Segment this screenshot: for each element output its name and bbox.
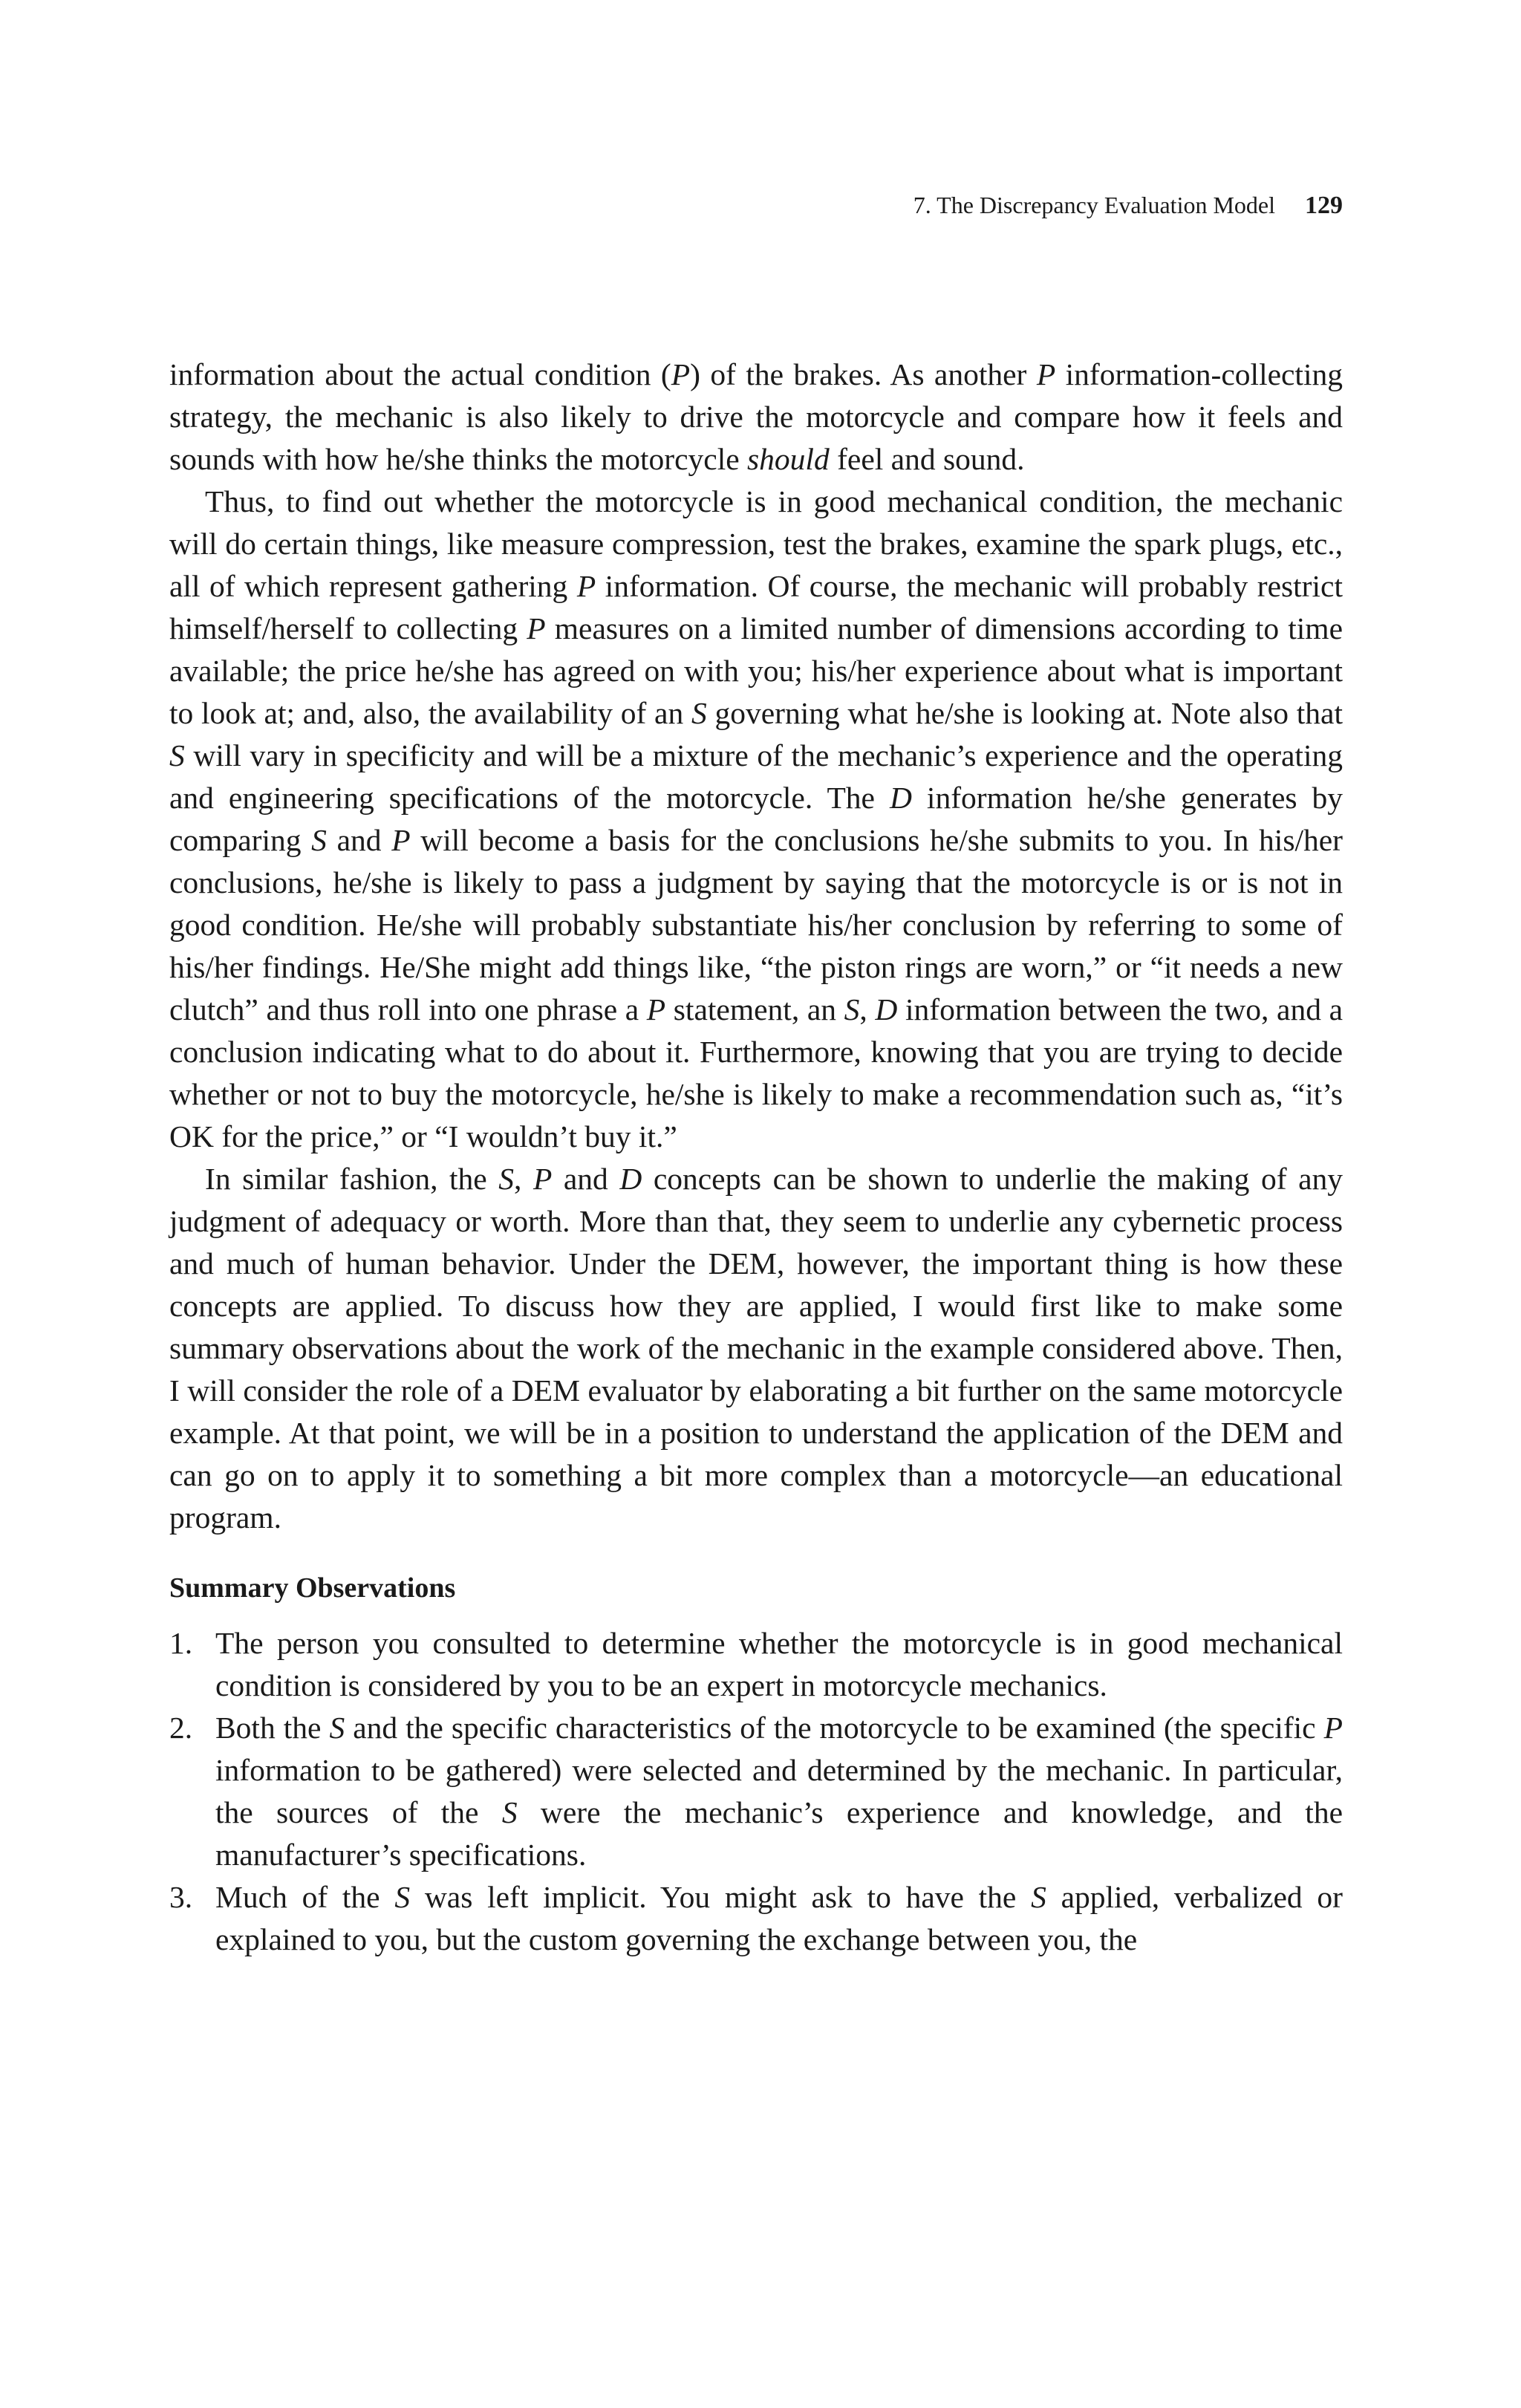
summary-observations-list	[169, 1622, 1343, 1961]
paragraph-3: In similar fashion, the S, P and D concepts can be shown to underlie the making of any judgment of adequacy or worth. More than that, they seem to underlie any cybernetic process and much of human behavior. Under the DEM, however, the important thing is how these concepts are applied. To discuss how they are applied, I would first like to make some summary observations about the work of the mechanic in the example considered above. Then, I will consider the role of a DEM evaluator by elaborating a bit further on the same motorcycle example. At that point, we will be in a position to understand the application of the DEM and can go on to apply it to something a bit more complex than a motorcycle—an educational program.	[169, 1162, 1343, 1535]
italic-run: P	[576, 569, 596, 603]
list-item-number: 1.	[169, 1626, 193, 1660]
list-item-number: 2.	[169, 1711, 193, 1745]
italic-run: P	[671, 357, 691, 391]
body-text	[169, 354, 1343, 1961]
italic-run: D	[889, 781, 912, 815]
paragraph-1: information about the actual condition (P) of the brakes. As another P information-collecting strategy, the mechanic is also likely to drive the motorcycle and compare how it feels and sounds with how he/she thinks the motorcycle should feel and sound.	[169, 357, 1343, 476]
italic-run: P	[391, 823, 411, 857]
italic-run: D	[875, 992, 898, 1026]
list-item	[169, 1622, 1343, 1707]
list-item	[169, 1707, 1343, 1876]
page-number: 129	[1305, 192, 1343, 219]
italic-run: P	[527, 611, 546, 645]
italic-run: S	[844, 992, 860, 1026]
list-item	[169, 1876, 1343, 1961]
chapter-title: 7. The Discrepancy Evaluation Model	[913, 192, 1275, 218]
italic-run: S	[1031, 1880, 1046, 1914]
italic-run: should	[747, 442, 830, 476]
list-item-text: Both the S and the specific characteristics of the motorcycle to be examined (the specific P information to be gathered) were selected and determined by the mechanic. In particular, the sources of the S were the mechanic’s experience and knowledge, and the manufacturer’s specifications.	[215, 1711, 1344, 1872]
italic-run: S	[501, 1795, 518, 1829]
paragraph-2: Thus, to find out whether the motorcycle is in good mechanical condition, the mechanic will do certain things, like measure compression, test the brakes, examine the spark plugs, etc., all of which represent gathering P information. Of course, the mechanic will probably restrict himself/herself to collecting P measures on a limited number of dimensions according to time available; the price he/she has agreed on with you; his/her experience about what is important to look at; and, also, the availability of an S governing what he/she is looking at. Note also that S will vary in specificity and will be a mixture of the mechanic’s experience and the operating and engineering specifications of the motorcycle. The D information he/she generates by comparing S and P will become a basis for the conclusions he/she submits to you. In his/her conclusions, he/she is likely to pass a judgment by saying that the motorcycle is or is not in good condition. He/she will probably substantiate his/her conclusion by referring to some of his/her findings. He/She might add things like, “the piston rings are worn,” or “it needs a new clutch” and thus roll into one phrase a P statement, an S, D information between the two, and a conclusion indicating what to do about it. Furthermore, knowing that you are trying to decide whether or not to buy the motorcycle, he/she is likely to make a recommendation such as, “it’s OK for the price,” or “I wouldn’t buy it.”	[169, 484, 1344, 1153]
italic-run: P	[532, 1162, 553, 1196]
italic-run: P	[1323, 1711, 1343, 1745]
italic-run: S	[691, 696, 707, 730]
list-item-text: The person you consulted to determine whether the motorcycle is in good mechanical condition is considered by you to be an expert in motorcycle mechanics.	[215, 1626, 1343, 1702]
italic-run: S	[329, 1711, 345, 1745]
running-head	[913, 192, 1343, 220]
italic-run: P	[1036, 357, 1056, 391]
italic-run: S	[498, 1162, 515, 1196]
list-item-number: 3.	[169, 1880, 193, 1914]
list-item-text: Much of the S was left implicit. You might ask to have the S applied, verbalized or explained to you, but the custom governing the exchange between you, the	[215, 1880, 1343, 1956]
section-heading: Summary Observations	[169, 1572, 456, 1604]
italic-run: P	[646, 992, 666, 1026]
italic-run: S	[394, 1880, 411, 1914]
italic-run: S	[169, 738, 185, 772]
italic-run: S	[311, 823, 327, 857]
italic-run: D	[619, 1162, 642, 1196]
